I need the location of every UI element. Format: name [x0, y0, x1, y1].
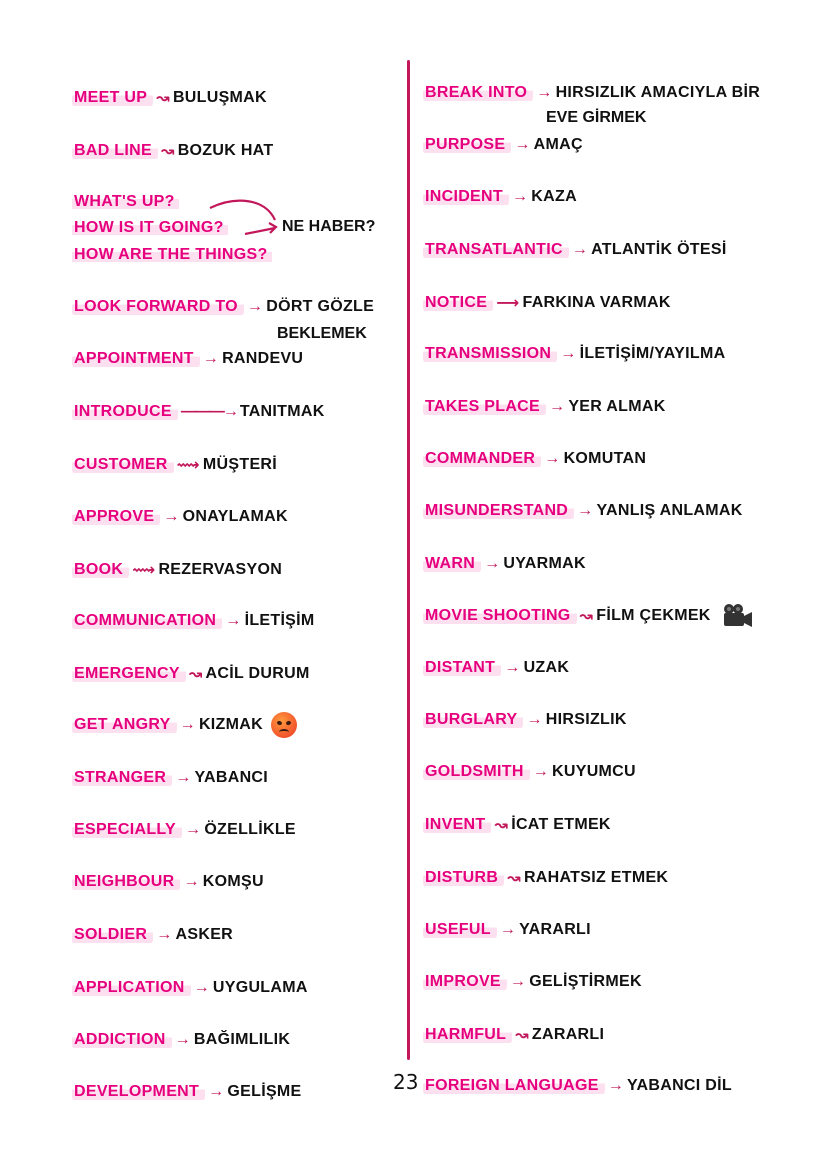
arrow-icon: →: [183, 873, 200, 890]
long-arrow-icon: ———→: [180, 403, 237, 420]
vocab-term: ADDICTION: [72, 1031, 172, 1049]
vocab-term: HARMFUL: [423, 1026, 512, 1044]
vocab-meaning: KOMŞU: [202, 873, 264, 890]
wavy-arrow-icon: ↝: [579, 608, 594, 625]
vocab-meaning: ZARARLI: [531, 1026, 605, 1043]
arrow-icon: →: [208, 1083, 225, 1100]
vocab-meaning: KAZA: [531, 188, 577, 205]
vocab-term: MOVIE SHOOTING: [423, 607, 577, 625]
vocab-entry-emergency: [72, 664, 310, 684]
vocab-entry-transatlantic: [423, 241, 727, 259]
vocab-entry-foreign-language: [423, 1077, 732, 1095]
vocab-entry-movie-shooting: [423, 603, 753, 629]
arrow-icon: →: [509, 973, 527, 990]
vocab-entry-addiction: [72, 1031, 290, 1049]
vocab-term: DEVELOPMENT: [72, 1083, 205, 1101]
vocab-entry-break-into: [423, 84, 760, 102]
vocab-term: APPROVE: [72, 508, 160, 526]
vocab-term: BOOK: [72, 561, 129, 579]
vocab-entry-harmful: [423, 1025, 604, 1045]
arrow-icon: ↝: [160, 143, 175, 160]
vocab-term: PURPOSE: [423, 136, 511, 154]
vocab-meaning: RANDEVU: [222, 350, 304, 367]
vocab-meaning-line2: BEKLEMEK: [277, 325, 367, 342]
movie-camera-icon: [721, 603, 753, 629]
column-divider: [407, 60, 410, 1060]
wavy-arrow-icon: ⟿: [176, 457, 200, 474]
vocab-meaning: YER ALMAK: [568, 398, 666, 415]
arrow-icon: →: [179, 716, 196, 733]
vocab-entry-warn: [423, 555, 586, 573]
arrow-icon: ↝: [188, 666, 203, 683]
vocab-entry-commander: [423, 450, 646, 468]
vocab-entry-goldsmith: [423, 763, 636, 781]
vocab-entry-takes-place: [423, 398, 666, 416]
arrow-icon: →: [484, 555, 501, 572]
angry-face-icon: [271, 712, 297, 738]
vocab-meaning: ONAYLAMAK: [182, 508, 288, 525]
vocab-entry-burglary: [423, 711, 627, 729]
arrow-icon: ↝: [507, 870, 521, 887]
vocab-term: INTRODUCE: [72, 403, 178, 421]
vocab-meaning: ATLANTİK ÖTESİ: [591, 241, 727, 258]
arrow-icon: →: [511, 188, 529, 205]
wavy-arrow-icon: ⟿: [132, 562, 156, 579]
vocab-entry-bad-line: [72, 141, 273, 161]
vocab-term: DISTANT: [423, 659, 501, 677]
vocab-meaning: DÖRT GÖZLE: [266, 298, 375, 315]
vocab-term: STRANGER: [72, 769, 172, 787]
arrow-icon: →: [532, 763, 550, 780]
vocab-entry-development: [72, 1083, 302, 1101]
vocab-entry-transmission: [423, 345, 725, 363]
arrow-icon: →: [193, 979, 210, 996]
vocab-meaning: HIRSIZLIK AMACIYLA BİR: [555, 84, 761, 101]
vocab-entry-disturb: [423, 868, 668, 888]
wavy-arrow-icon: ↝: [515, 1027, 529, 1044]
vocab-meaning: İLETİŞİM: [244, 612, 315, 629]
arrow-icon: →: [246, 298, 264, 315]
arrow-icon: →: [499, 921, 517, 938]
vocab-meaning: BULUŞMAK: [172, 89, 267, 106]
vocab-meaning: RAHATSIZ ETMEK: [523, 869, 669, 886]
arrow-icon: →: [163, 508, 180, 525]
vocab-term: BREAK INTO: [423, 84, 533, 102]
vocab-entry-notice: [423, 293, 671, 313]
vocab-term: GET ANGRY: [72, 716, 177, 734]
vocab-meaning: ASKER: [175, 926, 234, 943]
vocab-term: INCIDENT: [423, 188, 509, 206]
vocab-entry-look-forward-to: [72, 298, 374, 316]
vocab-term: USEFUL: [423, 921, 497, 939]
vocab-term: COMMANDER: [423, 450, 541, 468]
vocab-meaning: HIRSIZLIK: [545, 711, 627, 728]
vocab-meaning: BAĞIMLILIK: [193, 1031, 291, 1048]
vocab-meaning: YABANCI: [194, 769, 269, 786]
vocab-meaning: GELİŞME: [227, 1083, 302, 1100]
vocab-entry-purpose: [423, 136, 583, 154]
greeting-term-3: HOW ARE THE THINGS?: [72, 246, 272, 264]
vocab-term: FOREIGN LANGUAGE: [423, 1077, 605, 1095]
vocab-meaning: YARARLI: [519, 921, 591, 938]
arrow-icon: →: [544, 450, 561, 467]
vocab-meaning: UYARMAK: [503, 555, 586, 572]
vocab-entry-useful: [423, 921, 591, 939]
vocab-meaning: YANLIŞ ANLAMAK: [596, 502, 743, 519]
vocab-entry-communication: [72, 612, 315, 630]
bracket-arrows-icon: [205, 196, 285, 262]
arrow-icon: →: [175, 769, 192, 786]
vocab-entry-misunderstand: [423, 502, 743, 520]
vocab-entry-incident: [423, 188, 577, 206]
arrow-icon: →: [549, 398, 566, 415]
arrow-icon: →: [560, 345, 577, 362]
vocab-term: COMMUNICATION: [72, 612, 222, 630]
vocab-entry-appointment: [72, 350, 303, 368]
vocab-meaning: UYGULAMA: [212, 979, 308, 996]
arrow-icon: →: [156, 926, 173, 943]
greeting-term-2: HOW IS IT GOING?: [72, 219, 228, 237]
vocab-term: APPOINTMENT: [72, 350, 200, 368]
vocab-meaning: ACİL DURUM: [205, 665, 310, 682]
vocab-term: INVENT: [423, 816, 491, 834]
vocab-term: NEIGHBOUR: [72, 873, 180, 891]
vocab-entry-stranger: [72, 769, 268, 787]
vocab-entry-get-angry: [72, 712, 297, 738]
arrow-icon: →: [202, 350, 220, 367]
vocab-term: MEET UP: [72, 89, 153, 107]
vocab-term: MISUNDERSTAND: [423, 502, 574, 520]
vocab-entry-improve: [423, 973, 642, 991]
page-number: 23: [393, 1070, 419, 1094]
arrow-icon: ↝: [156, 90, 170, 107]
vocab-term: DISTURB: [423, 869, 504, 887]
vocab-term: CUSTOMER: [72, 456, 174, 474]
vocab-meaning: KOMUTAN: [563, 450, 647, 467]
vocab-term: TRANSATLANTIC: [423, 241, 569, 259]
arrow-icon: →: [514, 136, 531, 153]
arrow-icon: →: [225, 612, 242, 629]
vocab-meaning: FİLM ÇEKMEK: [596, 607, 711, 624]
vocab-meaning: AMAÇ: [533, 136, 583, 153]
vocab-term: IMPROVE: [423, 973, 507, 991]
vocab-term: SOLDIER: [72, 926, 153, 944]
vocab-meaning: TANITMAK: [239, 403, 325, 420]
vocab-term: BAD LINE: [72, 142, 158, 160]
arrow-icon: ↝: [494, 817, 509, 834]
vocab-term: APPLICATION: [72, 979, 191, 997]
vocab-term: WARN: [423, 555, 481, 573]
arrow-icon: →: [174, 1031, 191, 1048]
vocab-meaning: ÖZELLİKLE: [204, 821, 296, 838]
arrow-icon: →: [577, 502, 594, 519]
vocab-term: LOOK FORWARD TO: [72, 298, 244, 316]
arrow-icon: →: [185, 821, 202, 838]
arrow-icon: →: [536, 84, 553, 101]
arrow-icon: ⟶: [496, 295, 520, 312]
vocab-entry-approve: [72, 508, 288, 526]
vocab-entry-application: [72, 979, 308, 997]
vocab-term: NOTICE: [423, 294, 493, 312]
arrow-icon: →: [607, 1077, 625, 1094]
vocab-entry-book: [72, 560, 282, 580]
vocab-entry-meet-up: [72, 88, 267, 108]
vocab-meaning: MÜŞTERİ: [202, 456, 278, 473]
greeting-term-1: WHAT'S UP?: [72, 193, 179, 211]
arrow-icon: →: [571, 241, 589, 258]
vocab-term: TAKES PLACE: [423, 398, 546, 416]
arrow-icon: →: [504, 659, 521, 676]
vocab-term: BURGLARY: [423, 711, 523, 729]
vocab-term: GOLDSMITH: [423, 763, 530, 781]
vocab-term: EMERGENCY: [72, 665, 186, 683]
vocab-meaning: REZERVASYON: [158, 561, 283, 578]
vocab-entry-neighbour: [72, 873, 264, 891]
vocab-entry-introduce: [72, 403, 325, 421]
vocab-meaning: KIZMAK: [198, 716, 263, 733]
arrow-icon: →: [526, 711, 543, 728]
vocab-meaning: İCAT ETMEK: [511, 816, 611, 833]
vocab-entry-invent: [423, 815, 611, 835]
vocab-entry-especially: [72, 821, 296, 839]
vocab-meaning: GELİŞTİRMEK: [529, 973, 642, 990]
vocab-meaning-line2: EVE GİRMEK: [546, 109, 647, 126]
vocab-meaning: YABANCI DİL: [627, 1077, 732, 1094]
vocab-entry-distant: [423, 659, 569, 677]
vocab-entry-customer: [72, 455, 277, 475]
vocab-term: ESPECIALLY: [72, 821, 182, 839]
greeting-meaning: NE HABER?: [282, 218, 376, 235]
vocab-term: TRANSMISSION: [423, 345, 557, 363]
vocab-meaning: İLETİŞİM/YAYILMA: [579, 345, 726, 362]
vocab-entry-soldier: [72, 926, 233, 944]
vocab-meaning: KUYUMCU: [552, 763, 636, 780]
vocab-meaning: BOZUK HAT: [177, 142, 274, 159]
vocab-meaning: FARKINA VARMAK: [522, 294, 671, 311]
vocab-meaning: UZAK: [523, 659, 570, 676]
